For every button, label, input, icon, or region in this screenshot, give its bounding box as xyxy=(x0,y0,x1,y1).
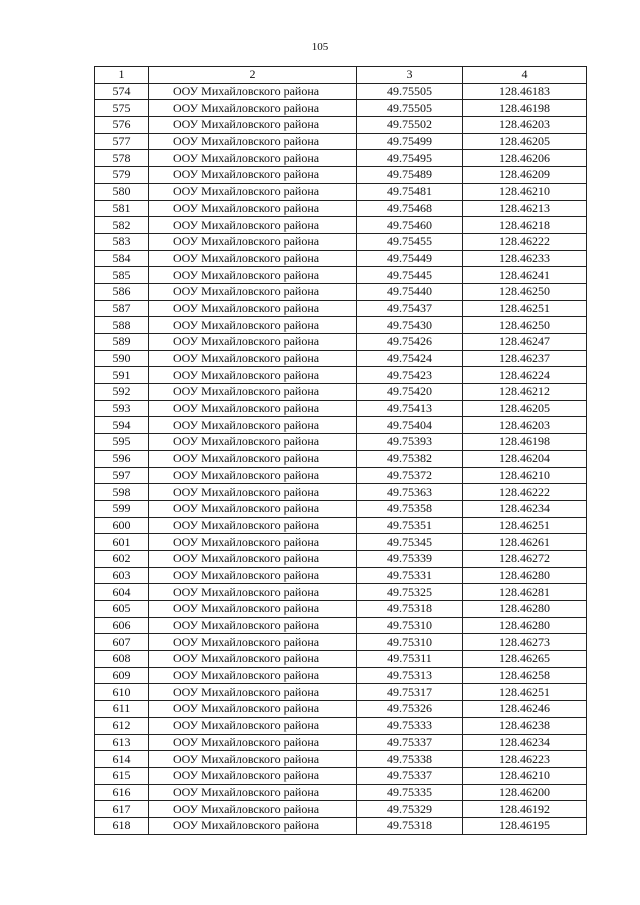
latitude-cell: 49.75310 xyxy=(357,634,463,651)
object-name-cell: ООУ Михайловского района xyxy=(149,500,357,517)
point-number-cell: 608 xyxy=(95,651,149,668)
header-cell-2: 2 xyxy=(149,67,357,84)
longitude-cell: 128.46195 xyxy=(463,817,587,834)
point-number-cell: 606 xyxy=(95,617,149,634)
longitude-cell: 128.46251 xyxy=(463,684,587,701)
object-name-cell: ООУ Михайловского района xyxy=(149,400,357,417)
table-row xyxy=(95,167,587,184)
table-row xyxy=(95,100,587,117)
latitude-cell: 49.75455 xyxy=(357,233,463,250)
point-number-cell: 582 xyxy=(95,217,149,234)
longitude-cell: 128.46280 xyxy=(463,617,587,634)
table-row xyxy=(95,601,587,618)
point-number-cell: 601 xyxy=(95,534,149,551)
table-row xyxy=(95,117,587,134)
latitude-cell: 49.75430 xyxy=(357,317,463,334)
latitude-cell: 49.75460 xyxy=(357,217,463,234)
latitude-cell: 49.75337 xyxy=(357,767,463,784)
point-number-cell: 595 xyxy=(95,434,149,451)
longitude-cell: 128.46200 xyxy=(463,784,587,801)
object-name-cell: ООУ Михайловского района xyxy=(149,150,357,167)
table-row xyxy=(95,784,587,801)
table-row xyxy=(95,384,587,401)
latitude-cell: 49.75351 xyxy=(357,517,463,534)
longitude-cell: 128.46198 xyxy=(463,100,587,117)
object-name-cell: ООУ Михайловского района xyxy=(149,601,357,618)
point-number-cell: 614 xyxy=(95,751,149,768)
table-row xyxy=(95,83,587,100)
point-number-cell: 617 xyxy=(95,801,149,818)
object-name-cell: ООУ Михайловского района xyxy=(149,417,357,434)
point-number-cell: 592 xyxy=(95,384,149,401)
longitude-cell: 128.46246 xyxy=(463,701,587,718)
point-number-cell: 577 xyxy=(95,133,149,150)
table-row xyxy=(95,434,587,451)
longitude-cell: 128.46213 xyxy=(463,200,587,217)
coordinates-table xyxy=(94,66,587,835)
point-number-cell: 579 xyxy=(95,167,149,184)
longitude-cell: 128.46192 xyxy=(463,801,587,818)
longitude-cell: 128.46237 xyxy=(463,350,587,367)
latitude-cell: 49.75489 xyxy=(357,167,463,184)
longitude-cell: 128.46209 xyxy=(463,167,587,184)
table-row xyxy=(95,350,587,367)
table-row xyxy=(95,817,587,834)
object-name-cell: ООУ Михайловского района xyxy=(149,550,357,567)
table-row xyxy=(95,517,587,534)
longitude-cell: 128.46280 xyxy=(463,601,587,618)
object-name-cell: ООУ Михайловского района xyxy=(149,684,357,701)
point-number-cell: 593 xyxy=(95,400,149,417)
table-row xyxy=(95,400,587,417)
longitude-cell: 128.46206 xyxy=(463,150,587,167)
longitude-cell: 128.46258 xyxy=(463,667,587,684)
object-name-cell: ООУ Михайловского района xyxy=(149,517,357,534)
table-row xyxy=(95,717,587,734)
point-number-cell: 587 xyxy=(95,300,149,317)
table-row xyxy=(95,317,587,334)
point-number-cell: 598 xyxy=(95,484,149,501)
point-number-cell: 591 xyxy=(95,367,149,384)
longitude-cell: 128.46272 xyxy=(463,550,587,567)
table-row xyxy=(95,584,587,601)
table-row xyxy=(95,667,587,684)
object-name-cell: ООУ Михайловского района xyxy=(149,384,357,401)
latitude-cell: 49.75426 xyxy=(357,334,463,351)
longitude-cell: 128.46234 xyxy=(463,500,587,517)
point-number-cell: 603 xyxy=(95,567,149,584)
point-number-cell: 586 xyxy=(95,283,149,300)
longitude-cell: 128.46234 xyxy=(463,734,587,751)
latitude-cell: 49.75505 xyxy=(357,83,463,100)
table-row xyxy=(95,417,587,434)
point-number-cell: 600 xyxy=(95,517,149,534)
longitude-cell: 128.46281 xyxy=(463,584,587,601)
point-number-cell: 596 xyxy=(95,450,149,467)
latitude-cell: 49.75393 xyxy=(357,434,463,451)
table-row xyxy=(95,200,587,217)
longitude-cell: 128.46222 xyxy=(463,484,587,501)
latitude-cell: 49.75337 xyxy=(357,734,463,751)
table-row xyxy=(95,217,587,234)
point-number-cell: 581 xyxy=(95,200,149,217)
latitude-cell: 49.75311 xyxy=(357,651,463,668)
object-name-cell: ООУ Михайловского района xyxy=(149,801,357,818)
object-name-cell: ООУ Михайловского района xyxy=(149,567,357,584)
table-body xyxy=(95,83,587,834)
point-number-cell: 609 xyxy=(95,667,149,684)
latitude-cell: 49.75313 xyxy=(357,667,463,684)
longitude-cell: 128.46247 xyxy=(463,334,587,351)
table-row xyxy=(95,250,587,267)
table-row xyxy=(95,300,587,317)
point-number-cell: 588 xyxy=(95,317,149,334)
longitude-cell: 128.46218 xyxy=(463,217,587,234)
object-name-cell: ООУ Михайловского района xyxy=(149,651,357,668)
header-row xyxy=(95,67,587,84)
latitude-cell: 49.75335 xyxy=(357,784,463,801)
point-number-cell: 610 xyxy=(95,684,149,701)
object-name-cell: ООУ Михайловского района xyxy=(149,534,357,551)
latitude-cell: 49.75449 xyxy=(357,250,463,267)
longitude-cell: 128.46280 xyxy=(463,567,587,584)
longitude-cell: 128.46203 xyxy=(463,117,587,134)
latitude-cell: 49.75333 xyxy=(357,717,463,734)
point-number-cell: 607 xyxy=(95,634,149,651)
table-header xyxy=(95,67,587,84)
longitude-cell: 128.46261 xyxy=(463,534,587,551)
object-name-cell: ООУ Михайловского района xyxy=(149,250,357,267)
coordinates-table-container xyxy=(94,66,586,835)
header-cell-1: 1 xyxy=(95,67,149,84)
latitude-cell: 49.75502 xyxy=(357,117,463,134)
point-number-cell: 599 xyxy=(95,500,149,517)
latitude-cell: 49.75317 xyxy=(357,684,463,701)
longitude-cell: 128.46210 xyxy=(463,467,587,484)
point-number-cell: 583 xyxy=(95,233,149,250)
longitude-cell: 128.46251 xyxy=(463,300,587,317)
object-name-cell: ООУ Михайловского района xyxy=(149,617,357,634)
object-name-cell: ООУ Михайловского района xyxy=(149,350,357,367)
table-row xyxy=(95,684,587,701)
longitude-cell: 128.46205 xyxy=(463,400,587,417)
point-number-cell: 580 xyxy=(95,183,149,200)
point-number-cell: 616 xyxy=(95,784,149,801)
table-row xyxy=(95,701,587,718)
object-name-cell: ООУ Михайловского района xyxy=(149,784,357,801)
point-number-cell: 574 xyxy=(95,83,149,100)
longitude-cell: 128.46222 xyxy=(463,233,587,250)
table-row xyxy=(95,751,587,768)
table-row xyxy=(95,233,587,250)
table-row xyxy=(95,334,587,351)
latitude-cell: 49.75339 xyxy=(357,550,463,567)
longitude-cell: 128.46238 xyxy=(463,717,587,734)
latitude-cell: 49.75495 xyxy=(357,150,463,167)
table-row xyxy=(95,150,587,167)
longitude-cell: 128.46250 xyxy=(463,317,587,334)
latitude-cell: 49.75329 xyxy=(357,801,463,818)
latitude-cell: 49.75372 xyxy=(357,467,463,484)
header-cell-3: 3 xyxy=(357,67,463,84)
object-name-cell: ООУ Михайловского района xyxy=(149,117,357,134)
latitude-cell: 49.75382 xyxy=(357,450,463,467)
object-name-cell: ООУ Михайловского района xyxy=(149,183,357,200)
latitude-cell: 49.75310 xyxy=(357,617,463,634)
latitude-cell: 49.75325 xyxy=(357,584,463,601)
point-number-cell: 615 xyxy=(95,767,149,784)
latitude-cell: 49.75358 xyxy=(357,500,463,517)
table-row xyxy=(95,801,587,818)
longitude-cell: 128.46203 xyxy=(463,417,587,434)
point-number-cell: 611 xyxy=(95,701,149,718)
point-number-cell: 602 xyxy=(95,550,149,567)
point-number-cell: 612 xyxy=(95,717,149,734)
latitude-cell: 49.75326 xyxy=(357,701,463,718)
latitude-cell: 49.75499 xyxy=(357,133,463,150)
object-name-cell: ООУ Михайловского района xyxy=(149,217,357,234)
point-number-cell: 584 xyxy=(95,250,149,267)
latitude-cell: 49.75420 xyxy=(357,384,463,401)
object-name-cell: ООУ Михайловского района xyxy=(149,133,357,150)
latitude-cell: 49.75413 xyxy=(357,400,463,417)
point-number-cell: 585 xyxy=(95,267,149,284)
longitude-cell: 128.46251 xyxy=(463,517,587,534)
header-cell-4: 4 xyxy=(463,67,587,84)
object-name-cell: ООУ Михайловского района xyxy=(149,701,357,718)
object-name-cell: ООУ Михайловского района xyxy=(149,300,357,317)
table-row xyxy=(95,634,587,651)
object-name-cell: ООУ Михайловского района xyxy=(149,317,357,334)
table-row xyxy=(95,651,587,668)
table-row xyxy=(95,467,587,484)
table-row xyxy=(95,283,587,300)
object-name-cell: ООУ Михайловского района xyxy=(149,200,357,217)
table-row xyxy=(95,734,587,751)
object-name-cell: ООУ Михайловского района xyxy=(149,584,357,601)
longitude-cell: 128.46233 xyxy=(463,250,587,267)
longitude-cell: 128.46210 xyxy=(463,183,587,200)
object-name-cell: ООУ Михайловского района xyxy=(149,717,357,734)
table-row xyxy=(95,183,587,200)
object-name-cell: ООУ Михайловского района xyxy=(149,434,357,451)
point-number-cell: 597 xyxy=(95,467,149,484)
latitude-cell: 49.75318 xyxy=(357,601,463,618)
latitude-cell: 49.75404 xyxy=(357,417,463,434)
table-row xyxy=(95,534,587,551)
object-name-cell: ООУ Михайловского района xyxy=(149,484,357,501)
longitude-cell: 128.46250 xyxy=(463,283,587,300)
table-row xyxy=(95,133,587,150)
latitude-cell: 49.75338 xyxy=(357,751,463,768)
object-name-cell: ООУ Михайловского района xyxy=(149,367,357,384)
latitude-cell: 49.75424 xyxy=(357,350,463,367)
latitude-cell: 49.75363 xyxy=(357,484,463,501)
longitude-cell: 128.46223 xyxy=(463,751,587,768)
point-number-cell: 576 xyxy=(95,117,149,134)
point-number-cell: 578 xyxy=(95,150,149,167)
point-number-cell: 613 xyxy=(95,734,149,751)
latitude-cell: 49.75318 xyxy=(357,817,463,834)
page-number: 105 xyxy=(311,41,329,53)
longitude-cell: 128.46204 xyxy=(463,450,587,467)
latitude-cell: 49.75437 xyxy=(357,300,463,317)
latitude-cell: 49.75505 xyxy=(357,100,463,117)
longitude-cell: 128.46224 xyxy=(463,367,587,384)
point-number-cell: 604 xyxy=(95,584,149,601)
object-name-cell: ООУ Михайловского района xyxy=(149,233,357,250)
object-name-cell: ООУ Михайловского района xyxy=(149,751,357,768)
latitude-cell: 49.75481 xyxy=(357,183,463,200)
point-number-cell: 590 xyxy=(95,350,149,367)
point-number-cell: 605 xyxy=(95,601,149,618)
table-row xyxy=(95,767,587,784)
table-row xyxy=(95,500,587,517)
table-row xyxy=(95,367,587,384)
object-name-cell: ООУ Михайловского района xyxy=(149,334,357,351)
latitude-cell: 49.75468 xyxy=(357,200,463,217)
latitude-cell: 49.75345 xyxy=(357,534,463,551)
point-number-cell: 594 xyxy=(95,417,149,434)
longitude-cell: 128.46210 xyxy=(463,767,587,784)
longitude-cell: 128.46273 xyxy=(463,634,587,651)
longitude-cell: 128.46212 xyxy=(463,384,587,401)
point-number-cell: 618 xyxy=(95,817,149,834)
point-number-cell: 589 xyxy=(95,334,149,351)
latitude-cell: 49.75440 xyxy=(357,283,463,300)
object-name-cell: ООУ Михайловского района xyxy=(149,467,357,484)
object-name-cell: ООУ Михайловского района xyxy=(149,450,357,467)
table-row xyxy=(95,550,587,567)
latitude-cell: 49.75331 xyxy=(357,567,463,584)
table-row xyxy=(95,267,587,284)
longitude-cell: 128.46241 xyxy=(463,267,587,284)
table-row xyxy=(95,617,587,634)
table-row xyxy=(95,484,587,501)
object-name-cell: ООУ Михайловского района xyxy=(149,667,357,684)
latitude-cell: 49.75423 xyxy=(357,367,463,384)
longitude-cell: 128.46265 xyxy=(463,651,587,668)
longitude-cell: 128.46183 xyxy=(463,83,587,100)
object-name-cell: ООУ Михайловского района xyxy=(149,100,357,117)
object-name-cell: ООУ Михайловского района xyxy=(149,734,357,751)
object-name-cell: ООУ Михайловского района xyxy=(149,634,357,651)
point-number-cell: 575 xyxy=(95,100,149,117)
object-name-cell: ООУ Михайловского района xyxy=(149,767,357,784)
table-row xyxy=(95,450,587,467)
latitude-cell: 49.75445 xyxy=(357,267,463,284)
longitude-cell: 128.46205 xyxy=(463,133,587,150)
object-name-cell: ООУ Михайловского района xyxy=(149,83,357,100)
longitude-cell: 128.46198 xyxy=(463,434,587,451)
object-name-cell: ООУ Михайловского района xyxy=(149,283,357,300)
table-row xyxy=(95,567,587,584)
object-name-cell: ООУ Михайловского района xyxy=(149,167,357,184)
object-name-cell: ООУ Михайловского района xyxy=(149,267,357,284)
object-name-cell: ООУ Михайловского района xyxy=(149,817,357,834)
